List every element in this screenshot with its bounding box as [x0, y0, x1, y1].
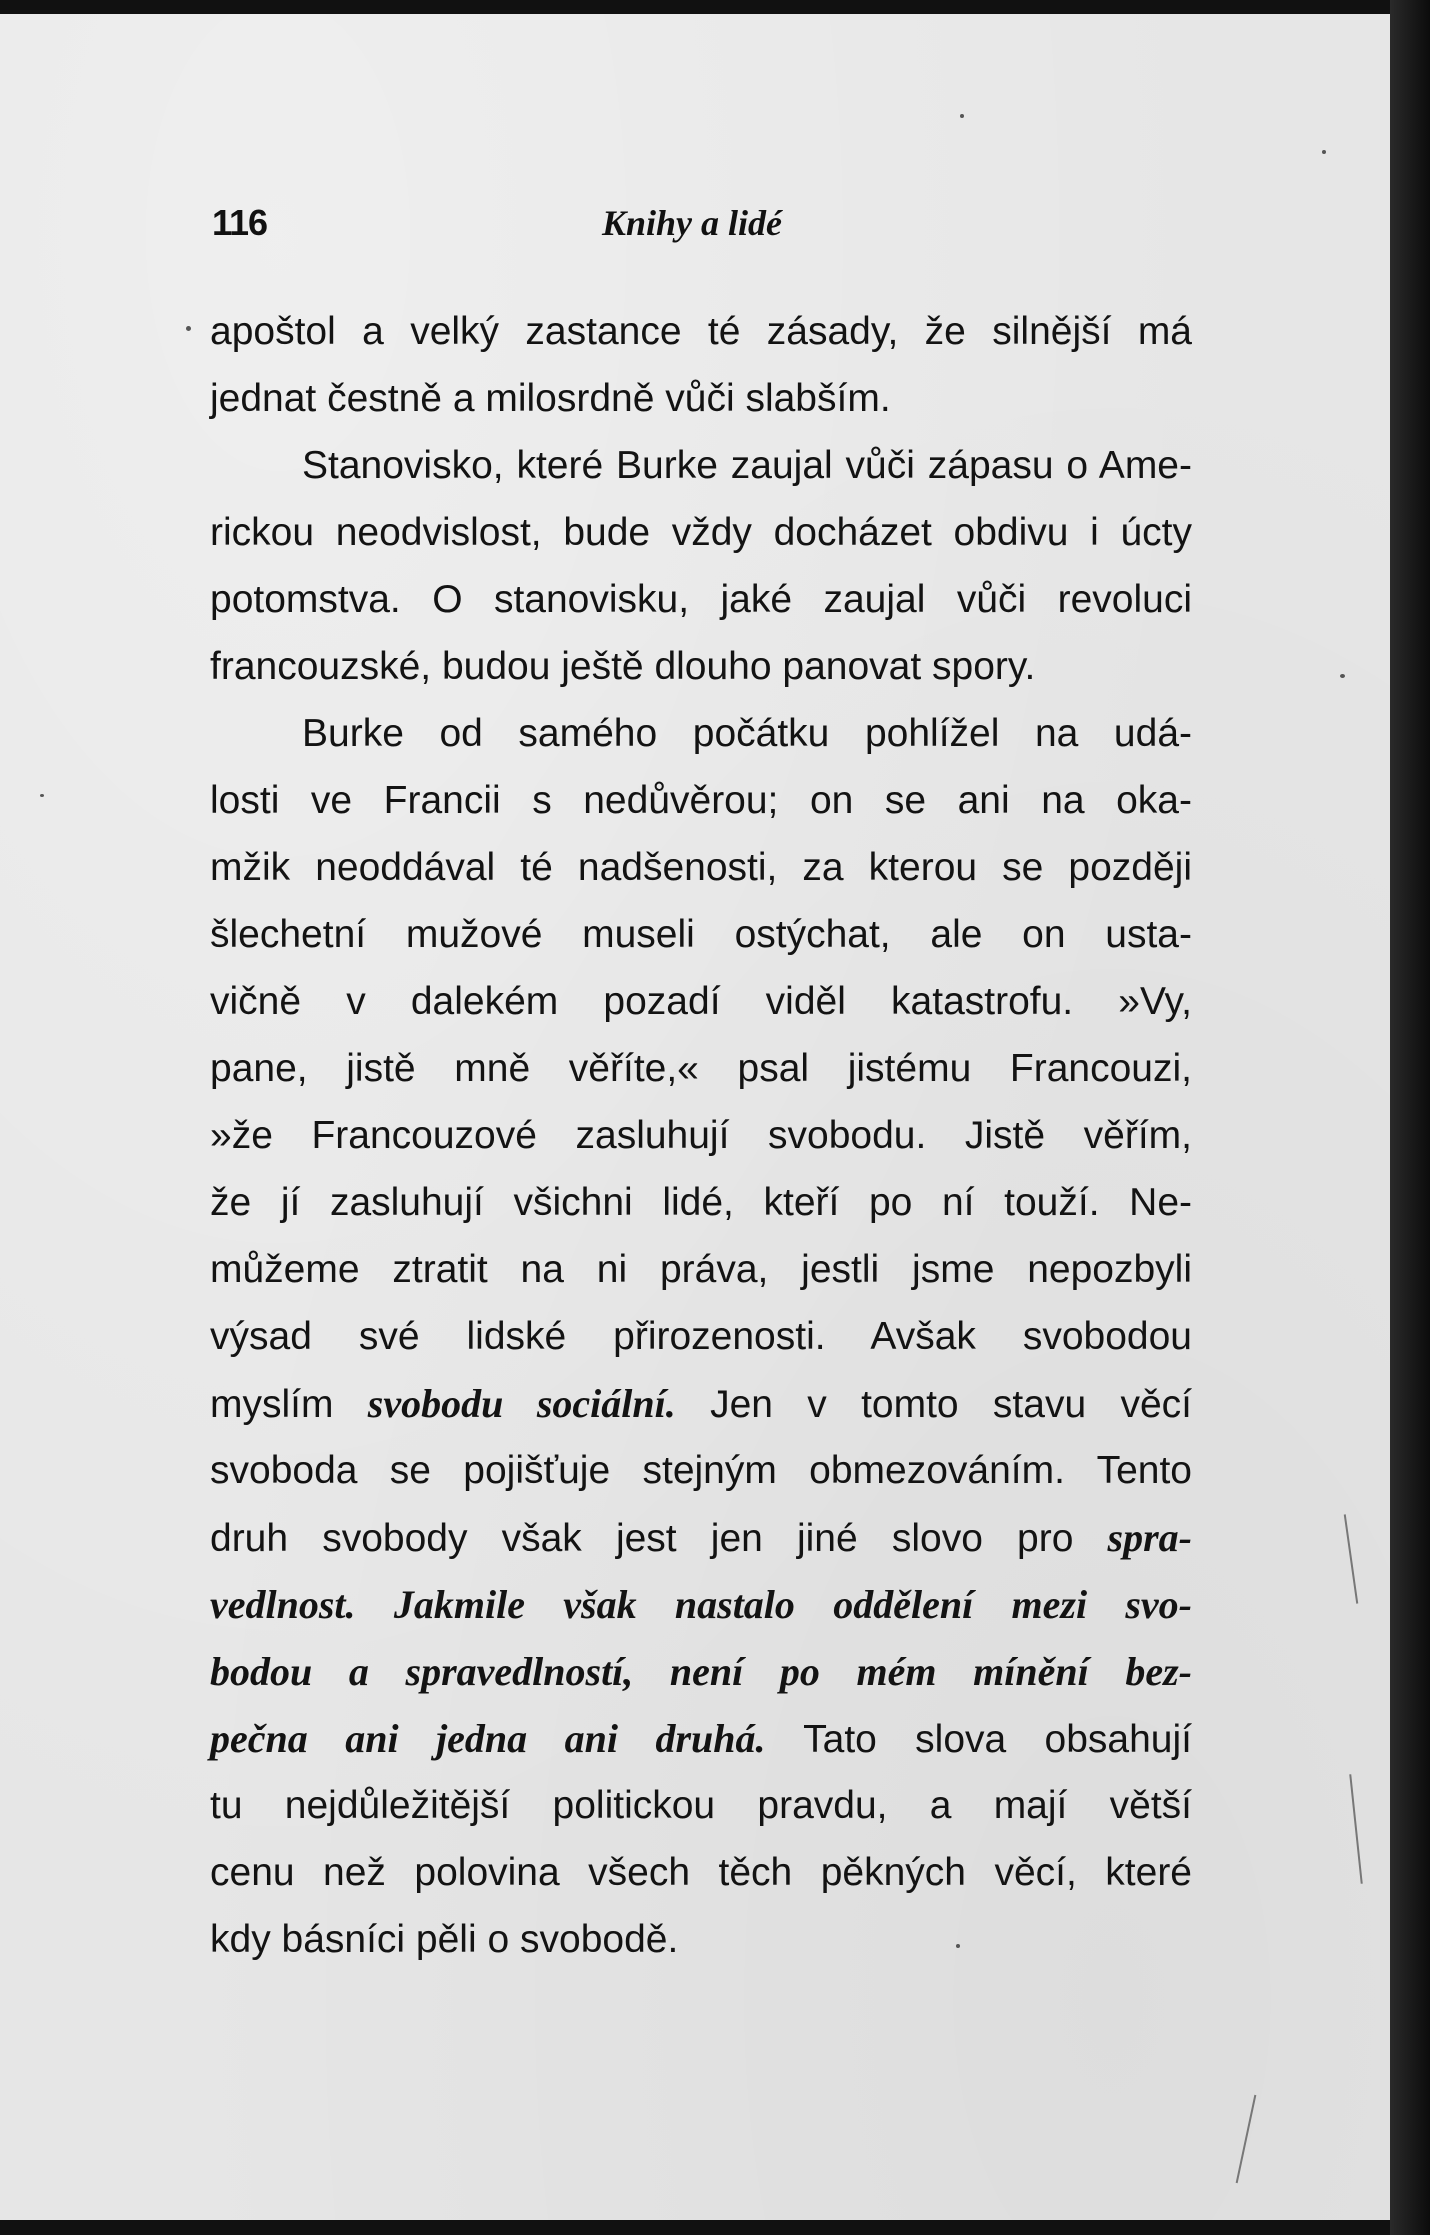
scan-speck — [186, 326, 191, 331]
text-line — [210, 700, 1192, 767]
scan-scratch — [1344, 1514, 1359, 1603]
scan-speck — [960, 114, 964, 118]
text-run: pane, jistě mně věříte,« psal jistému Francouzi, — [210, 1047, 1192, 1090]
text-line — [210, 1236, 1192, 1303]
text-run: svoboda se pojišťuje stejným obmezováním. Tento — [210, 1449, 1192, 1492]
text-run: šlechetní mužové museli ostýchat, ale on usta- — [210, 913, 1192, 956]
book-page — [0, 14, 1390, 2220]
text-run: výsad své lidské přirozenosti. Avšak svobodou — [210, 1315, 1192, 1358]
text-run: kdy básníci pěli o svobodě. — [210, 1918, 679, 1961]
scan-speck — [956, 1944, 960, 1948]
text-run: tu nejdůležitější politickou pravdu, a mají větší — [210, 1784, 1192, 1827]
text-line — [210, 365, 1192, 432]
text-run: »že Francouzové zasluhují svobodu. Jistě věřím, — [210, 1114, 1192, 1157]
scan-scratch — [1236, 2095, 1257, 2183]
text-line — [210, 1102, 1192, 1169]
text-line — [210, 566, 1192, 633]
text-line — [210, 1437, 1192, 1504]
text-run: mžik neoddával té nadšenosti, za kterou se později — [210, 846, 1192, 889]
text-line — [210, 499, 1192, 566]
text-run: losti ve Francii s nedůvěrou; on se ani na oka- — [210, 779, 1192, 822]
text-run: myslím — [210, 1383, 368, 1426]
text-run: Jen v tomto stavu věcí — [675, 1383, 1192, 1426]
text-run: potomstva. O stanovisku, jaké zaujal vůči revoluci — [210, 578, 1192, 621]
italic-emphasis: pečna ani jedna ani druhá. — [210, 1716, 766, 1761]
page-number: 116 — [212, 202, 268, 243]
scan-speck — [1340, 674, 1345, 678]
text-run: Burke od samého počátku pohlížel na udá- — [302, 712, 1192, 755]
scan-speck — [1322, 150, 1326, 154]
italic-emphasis: spra- — [1107, 1515, 1192, 1560]
italic-emphasis: bodou a spravedlností, není po mém mínění bez- — [210, 1649, 1192, 1694]
page-header — [212, 202, 1192, 252]
italic-emphasis: vedlnost. Jakmile však nastalo oddělení mezi svo- — [210, 1582, 1192, 1627]
text-line — [210, 1504, 1192, 1571]
scan-scratch — [1349, 1774, 1362, 1884]
text-line — [210, 1638, 1192, 1705]
text-run: jednat čestně a milosrdně vůči slabším. — [210, 377, 891, 420]
text-run: můžeme ztratit na ni práva, jestli jsme nepozbyli — [210, 1248, 1192, 1291]
text-line — [210, 1035, 1192, 1102]
text-line — [210, 1906, 1192, 1973]
text-run: apoštol a velký zastance té zásady, že silnější má — [210, 310, 1192, 353]
text-line — [210, 1839, 1192, 1906]
text-line — [210, 298, 1192, 365]
scan-speck — [40, 794, 44, 797]
text-line — [210, 1303, 1192, 1370]
text-run: Tato slova obsahují — [765, 1718, 1192, 1761]
italic-emphasis: svobodu sociální. — [367, 1381, 676, 1426]
text-run: francouzské, budou ještě dlouho panovat spory. — [210, 645, 1036, 688]
running-title: Knihy a lidé — [602, 203, 783, 243]
text-line — [210, 901, 1192, 968]
text-line — [210, 1169, 1192, 1236]
text-run: Stanovisko, které Burke zaujal vůči zápasu o Ame- — [302, 444, 1192, 487]
body-text — [210, 298, 1192, 1973]
text-line — [210, 1571, 1192, 1638]
page-edge-shadow — [1390, 0, 1430, 2235]
text-line — [210, 1370, 1192, 1437]
text-line — [210, 633, 1192, 700]
text-line — [210, 968, 1192, 1035]
text-line — [210, 1772, 1192, 1839]
text-line — [210, 432, 1192, 499]
text-run: cenu než polovina všech těch pěkných věcí, které — [210, 1851, 1192, 1894]
text-run: že jí zasluhují všichni lidé, kteří po ní touží. Ne- — [210, 1181, 1192, 1224]
text-run: vičně v dalekém pozadí viděl katastrofu. »Vy, — [210, 980, 1192, 1023]
text-line — [210, 767, 1192, 834]
text-run: druh svobody však jest jen jiné slovo pro — [210, 1517, 1108, 1560]
text-line — [210, 834, 1192, 901]
text-run: rickou neodvislost, bude vždy docházet obdivu i úcty — [210, 511, 1192, 554]
text-line — [210, 1705, 1192, 1772]
